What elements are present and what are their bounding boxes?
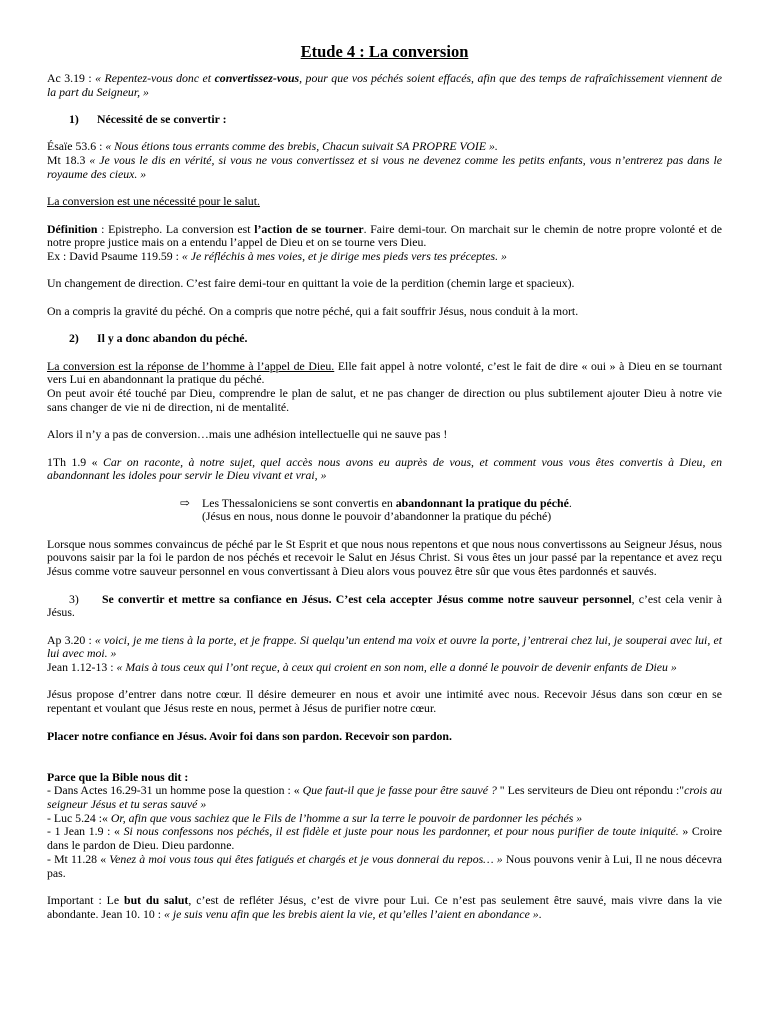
bible-item-luc xyxy=(47,812,722,826)
underlined-text: La conversion est la réponse de l’homme à l’appel de Dieu. xyxy=(47,358,335,373)
paragraph-touched: On peut avoir été touché par Dieu, comprendre le plan de salut, et ne pas changer de direction ou plus subtilement ajouter Dieu à notre vie sans changer de vie ni de direction, ni de mentalité. xyxy=(47,386,722,414)
document-page xyxy=(47,42,722,921)
verse-ref: Jean 1.12-13 : xyxy=(47,660,117,675)
verse-apocalypse xyxy=(47,634,722,661)
section-2-heading xyxy=(47,332,722,346)
verse-thessaloniciens xyxy=(47,456,722,483)
verse-esaie xyxy=(47,140,722,154)
verse-text: crois au seigneur Jésus et tu seras sauvé » xyxy=(47,783,723,811)
paragraph-heart: Jésus propose d’entrer dans notre cœur. Il désire demeurer en nous et avoir une intimité avec nous. Recevoir Jésus dans son cœur en se repentant et voulant que Jésus reste en nous, permet à Jésus de purifier notre cœur. xyxy=(47,687,722,716)
text: - Mt 11.28 « xyxy=(47,851,110,866)
text: » Croire dans le pardon de Dieu. Dieu pardonne. xyxy=(47,824,722,853)
text: . Faire demi-tour. On marchait sur le chemin de notre propre volonté et de notre propre justice mais on a entendu l’appel de Dieu et on se tourne vers Dieu. xyxy=(47,221,722,250)
bold-text: but du salut xyxy=(124,892,189,907)
verse-ref: 1Th 1.9 « xyxy=(47,454,104,469)
verse-text: Or, afin que vous sachiez que le Fils de l’homme a sur la terre le pouvoir de pardonner les péchés » xyxy=(110,810,583,825)
verse-text: « je suis venu afin que les brebis aient la vie, et qu’elles l’aient en abondance » xyxy=(163,906,539,921)
verse-text: « Je vous le dis en vérité, si vous ne vous convertissez et si vous ne devenez comme les petits enfants, vous n’entrerez pas dans le royaume des cieux. » xyxy=(47,153,722,181)
text: . xyxy=(568,495,572,510)
text: , c’est de refléter Jésus, c’est de vivre pour Lui. Ce n’est pas seulement être sauvé, mais vivre dans la vie abondante. Jean 10. 10 : xyxy=(47,892,723,921)
bold-text: abandonnant la pratique du péché xyxy=(395,495,569,510)
arrow-note-line xyxy=(180,497,722,511)
arrow-note xyxy=(180,497,722,524)
definition-label: Définition xyxy=(47,221,98,236)
text: Elle fait appel à notre volonté, c’est le fait de dire « oui » à Dieu en se tournant vers Lui en abandonnant la pratique du péché. xyxy=(47,358,722,387)
bible-item-matthieu xyxy=(47,853,722,880)
text: " Les serviteurs de Dieu ont répondu :" xyxy=(496,783,685,798)
arrow-right-icon: ⇨ xyxy=(180,495,190,510)
underlined-text: La conversion est une nécessité pour le salut. xyxy=(47,194,260,209)
verse-ref: Mt 18.3 xyxy=(47,153,90,168)
verse-text: « voici, je me tiens à la porte, et je frappe. Si quelqu’un entend ma voix et ouvre la porte, j’entrerai chez lui, je souperai avec lui, et lui avec moi. » xyxy=(47,632,722,661)
verse-text: Si nous confessons nos péchés, il est fidèle et juste pour nous les pardonner, et pour nous purifier de toute iniquité. xyxy=(123,824,679,839)
bible-heading xyxy=(47,771,722,785)
verse-text: « Repentez-vous donc et xyxy=(95,71,215,85)
paragraph-convinced: Lorsque nous sommes convaincus de péché par le St Esprit et que nous nous repentons et que nous nous convertissons au Seigneur Jésus, nous pouvons saisir par la foi le pardon de nos péchés et recevoir le Salut en Jésus Christ. Si vous êtes un jour passé par la repentance et avez reçu Jésus comme votre sauveur personnel en vous convertissant à Dieu alors vous pouvez être sûr que vous êtes pardonnés et sauvés. xyxy=(47,536,722,579)
section-number: 3) xyxy=(69,591,79,606)
arrow-note-line: (Jésus en nous, nous donne le pouvoir d’abandonner la pratique du péché) xyxy=(202,509,552,524)
intro-verse xyxy=(47,72,722,99)
definition-paragraph xyxy=(47,223,722,250)
bible-item-jean xyxy=(47,825,722,852)
verse-text: « Nous étions tous errants comme des brebis, Chacun suivait SA PROPRE VOIE ». xyxy=(105,139,498,154)
text: Important : Le xyxy=(47,892,125,907)
section-title: Nécessité de se convertir : xyxy=(97,112,227,127)
section-title: Se convertir et mettre sa confiance en Jésus. C’est cela accepter Jésus comme notre sauveur personnel xyxy=(102,591,632,606)
verse-matthieu xyxy=(47,154,722,181)
important-paragraph xyxy=(47,894,722,921)
verse-text: Que faut-il que je fasse pour être sauvé ? xyxy=(302,783,497,798)
page-title: Etude 4 : La conversion xyxy=(300,42,469,61)
verse-text: Car on raconte, à notre sujet, quel accès nous avons eu auprès de vous, et comment vous vous êtes convertis à Dieu, en abandonnant les idoles pour servir le Dieu vivant et vrai, » xyxy=(47,454,722,483)
bold-text: l’action de se tourner xyxy=(254,221,364,236)
example-verse xyxy=(47,250,722,264)
text: Les Thessaloniciens se sont convertis en xyxy=(202,495,396,510)
section-number: 1) xyxy=(69,112,79,127)
text: - Luc 5.24 :« xyxy=(47,810,111,825)
text: - Dans Actes 16.29-31 un homme pose la question : « xyxy=(47,783,303,798)
text: : Epistrepho. La conversion est xyxy=(97,221,255,236)
paragraph-change: Un changement de direction. C’est faire demi-tour en quittant la voie de la perdition (chemin large et spacieux). xyxy=(47,276,575,291)
bold-text: Parce que la Bible nous dit : xyxy=(47,769,189,784)
section-title: Il y a donc abandon du péché. xyxy=(97,331,248,346)
verse-ref: Ap 3.20 : xyxy=(47,632,95,647)
verse-text: « Je réfléchis à mes voies, et je dirige mes pieds vers tes préceptes. » xyxy=(181,249,507,264)
verse-bold: convertissez-vous xyxy=(214,71,300,85)
bible-item-actes xyxy=(47,784,722,811)
text: . xyxy=(538,906,542,921)
verse-jean xyxy=(47,661,722,675)
verse-ref: Ac 3.19 : xyxy=(47,71,96,85)
paragraph-gravity: On a compris la gravité du péché. On a compris que notre péché, qui a fait souffrir Jésus, nous conduit à la mort. xyxy=(47,303,579,318)
paragraph-trust xyxy=(47,730,722,744)
paragraph-no-conversion: Alors il n’y a pas de conversion…mais une adhésion intellectuelle qui ne sauve pas ! xyxy=(47,427,448,442)
section-3-heading xyxy=(47,593,722,620)
verse-ref: Ésaïe 53.6 : xyxy=(47,139,106,154)
verse-text: « Mais à tous ceux qui l’ont reçue, à ceux qui croient en son nom, elle a donné le pouvoir de devenir enfants de Dieu » xyxy=(116,660,677,675)
section-1-heading xyxy=(47,113,722,127)
section-number: 2) xyxy=(69,331,79,346)
paragraph-response xyxy=(47,360,722,387)
verse-text: , pour que vos péchés soient effacés, afin que des temps de rafraîchissement viennent de la part du Seigneur, » xyxy=(47,71,723,99)
text: Nous pouvons venir à Lui, Il ne nous décevra pas. xyxy=(47,851,722,880)
bold-text: Placer notre confiance en Jésus. Avoir foi dans son pardon. Recevoir son pardon. xyxy=(47,728,452,743)
verse-ref: Ex : David Psaume 119.59 : xyxy=(47,249,182,264)
text: - 1 Jean 1.9 : « xyxy=(47,824,124,839)
necessity-statement xyxy=(47,195,722,209)
text: , c’est cela venir à Jésus. xyxy=(47,591,722,620)
verse-text: Venez à moi vous tous qui êtes fatigués et chargés et je vous donnerai du repos… » xyxy=(109,851,503,866)
